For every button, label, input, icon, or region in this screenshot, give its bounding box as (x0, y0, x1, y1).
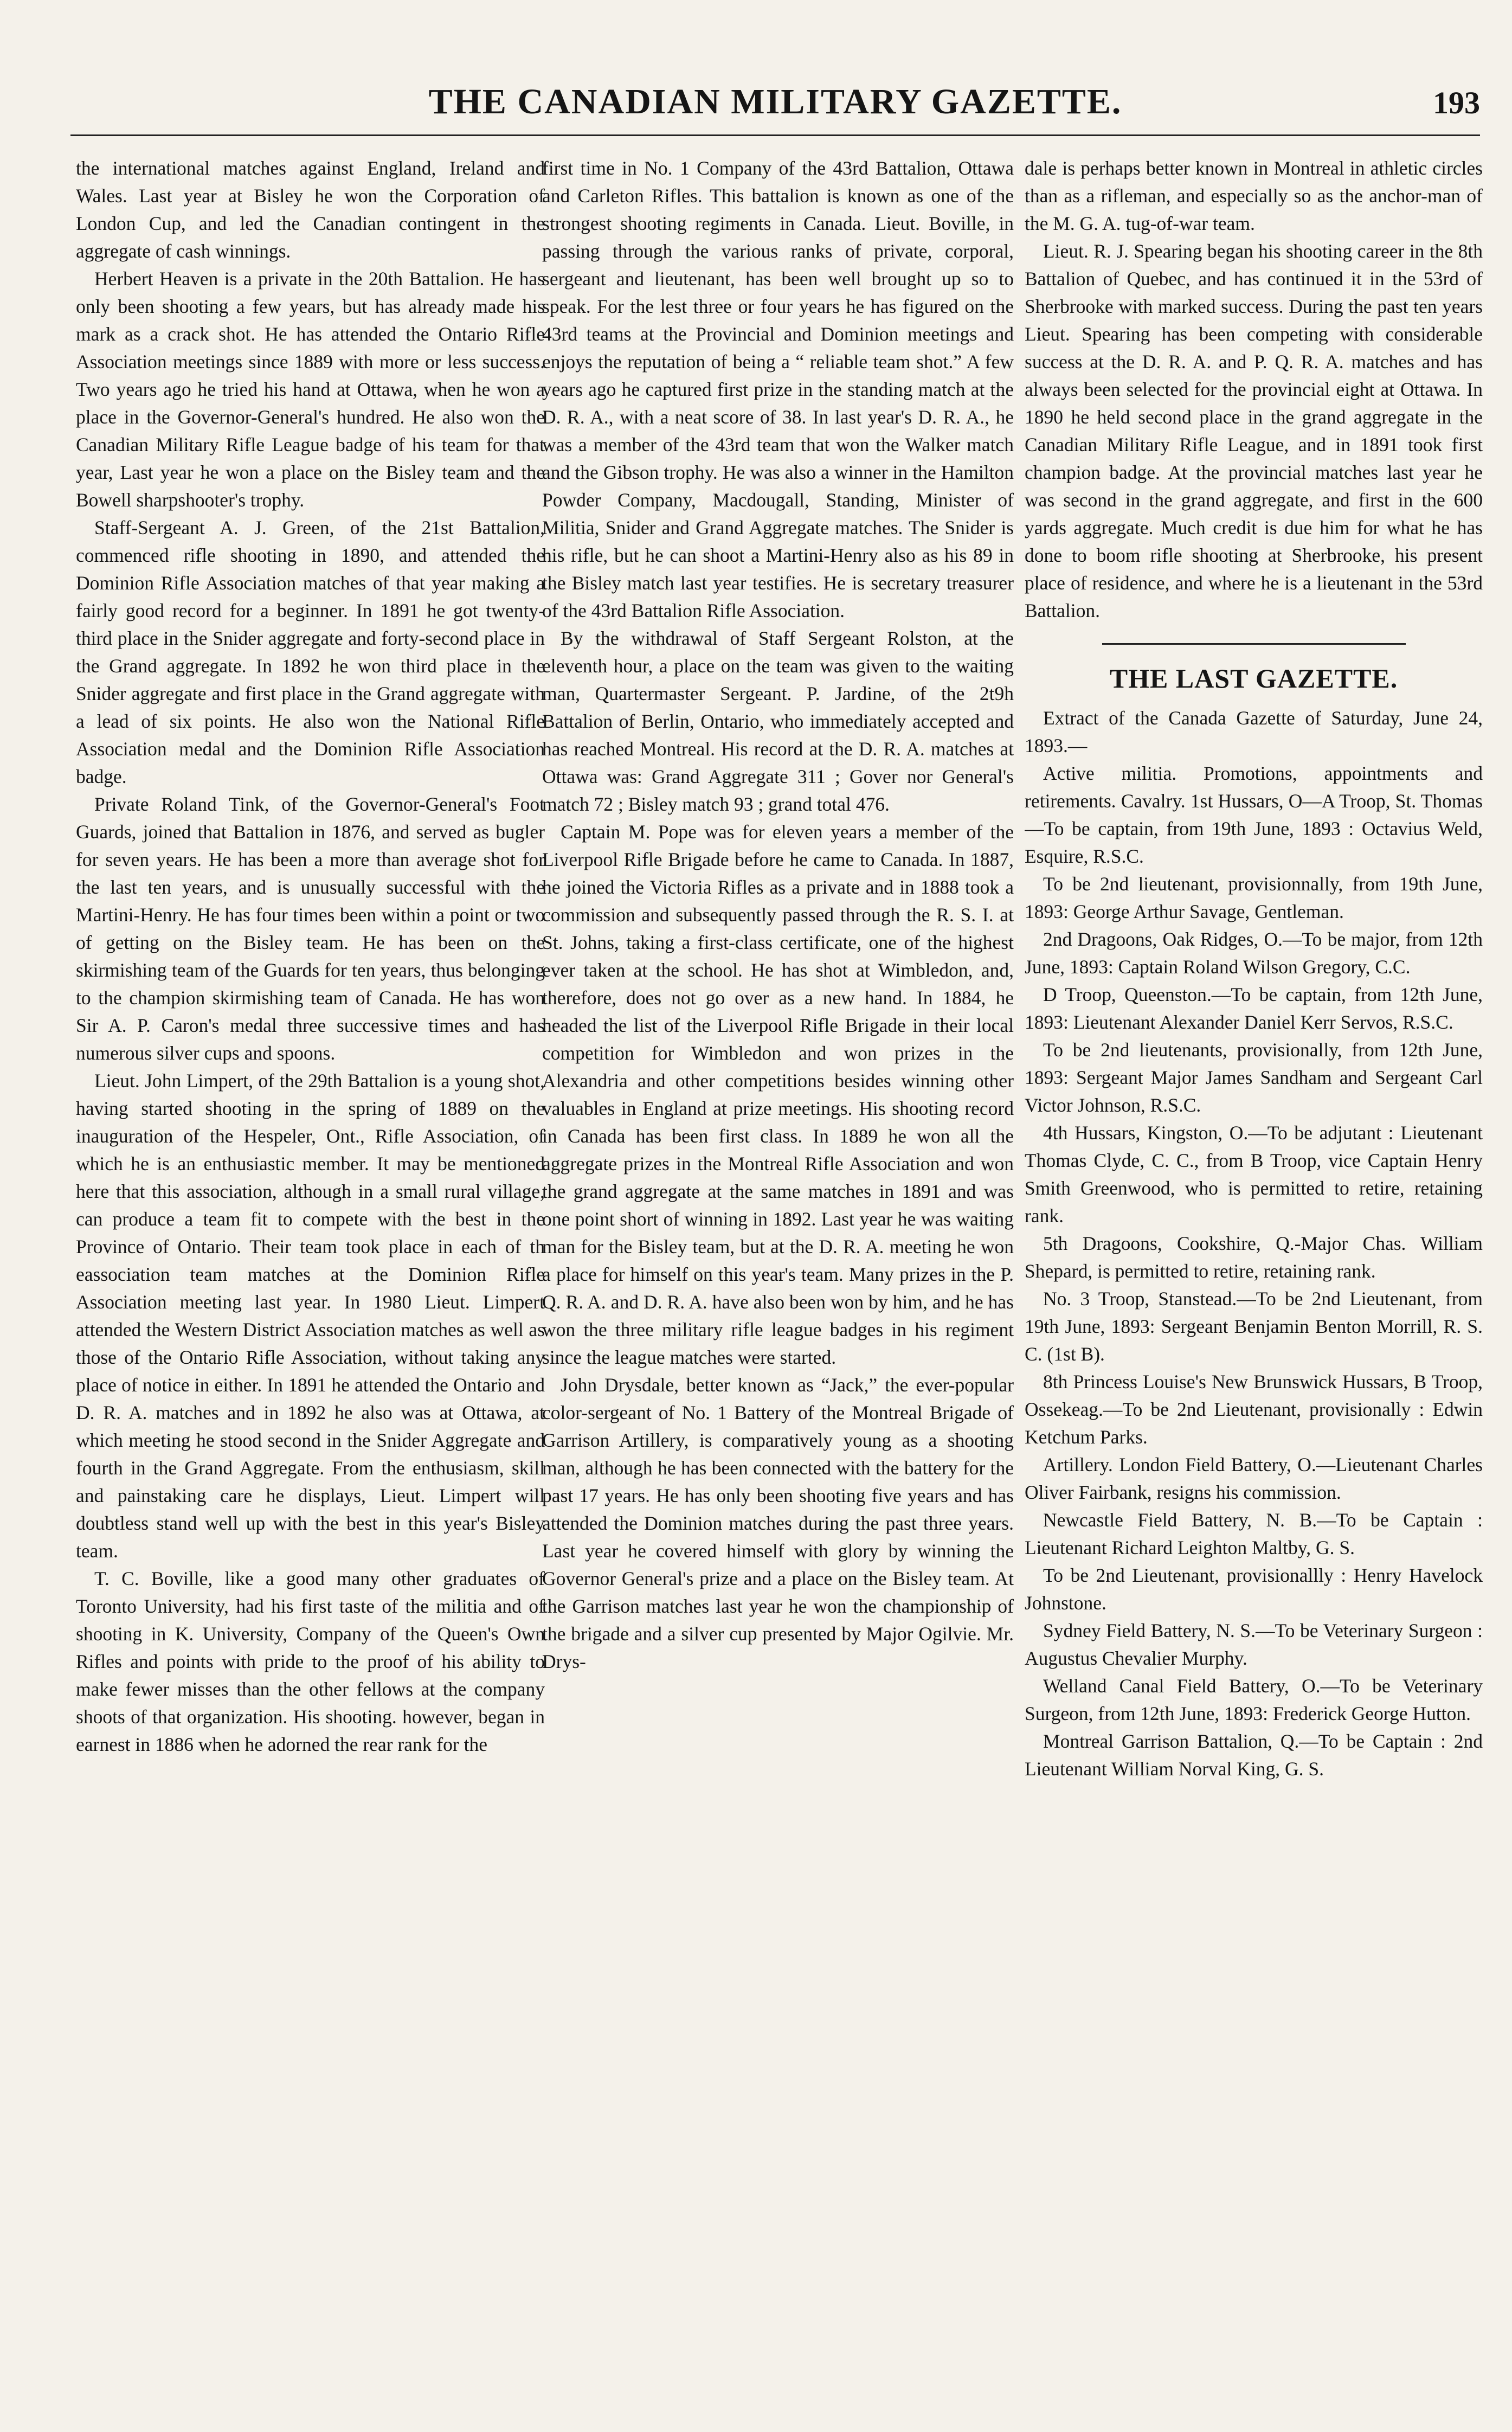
section-heading: THE LAST GAZETTE. (1109, 663, 1398, 694)
paragraph: Staff-Sergeant A. J. Green, of the 21st Battalion, commenced rifle shooting in 1890, and attended the Dominion Rifle Association matches of that year making a fairly good record for a beginner. In 1891 he got twenty-third place in the Snider aggregate and forty-second place in the Grand aggregate. In 1892 he won third place in the Snider aggregate and first place in the Grand aggregate with a lead of six points. He also won the National Rifle Association medal and the Dominion Rifle Association badge. (76, 517, 545, 787)
paragraph: the international matches against England, Ireland and Wales. Last year at Bisley he won the Corporation of London Cup, and led the Canadian contingent in the aggregate of cash winnings. (76, 157, 545, 262)
header-rule (70, 134, 1480, 136)
paragraph: Lieut. R. J. Spearing began his shooting career in the 8th Battalion of Quebec, and has continued it in the 53rd of Sherbrooke with marked success. During the past ten years Lieut. Spearing has been competing with considerable success at the D. R. A. and P. Q. R. A. matches and has always been selected for the provincial eight at Ottawa. In 1890 he held second place in the grand aggregate in the Canadian Military Rifle League, and in 1891 took first champion badge. At the provincial matches last year he was second in the grand aggregate, and first in the 600 yards aggregate. Much credit is due him for what he has done to boom rifle shooting at Sherbrooke, his present place of residence, and where he is a lieutenant in the 53rd Battalion. (1025, 240, 1483, 621)
paragraph: first time in No. 1 Company of the 43rd Battalion, Ottawa and Carleton Rifles. This battalion is known as one of the strongest shooting regiments in Canada. Lieut. Boville, in passing through the various ranks of private, corporal, sergeant and lieutenant, has been well brought up so to speak. For the lest three or four years he has figured on the 43rd teams at the Provincial and Dominion meetings and enjoys the reputation of being a “ reliable team shot.” A few years ago he captured first prize in the standing match at the D. R. A., with a neat score of 38. In last year's D. R. A., he was a member of the 43rd team that won the Walker match and the Gibson trophy. He was also a winner in the Hamilton Powder Company, Macdougall, Standing, Minister of Militia, Snider and Grand Aggregate matches. The Snider is his rifle, but he can shoot a Martini-Henry also as his 89 in the Bisley match last year testifies. He is secretary treasurer of the 43rd Battalion Rifle Association. (542, 157, 1014, 621)
gazette-entry: 8th Princess Louise's New Brunswick Hussars, B Troop, Ossekeag.—To be 2nd Lieutenant, provisionally : Edwin Ketchum Parks. (1025, 1371, 1483, 1448)
paragraph: Herbert Heaven is a private in the 20th Battalion. He has only been shooting a few years, but has already made his mark as a crack shot. He has attended the Ontario Rifle Association meetings since 1889 with more or less success. Two years ago he tried his hand at Ottawa, when he won a place in the Governor-General's hundred. He also won the Canadian Military Rifle League badge of his team for that year, Last year he won a place on the Bisley team and the Bowell sharpshooter's trophy. (76, 268, 545, 511)
gazette-entry: No. 3 Troop, Stanstead.—To be 2nd Lieutenant, from 19th June, 1893: Sergeant Benjamin Benton Morrill, R. S. C. (1st B). (1025, 1288, 1483, 1365)
masthead (70, 81, 1480, 136)
paragraph: Lieut. John Limpert, of the 29th Battalion is a young shot, having started shooting in the spring of 1889 on the inauguration of the Hespeler, Ont., Rifle Association, of which he is an enthusiastic member. It may be mentioned here that this association, although in a small rural village, can produce a team fit to compete with the best in the Province of Ontario. Their team took place in each of th eassociation team matches at the Dominion Rifle Association meeting last year. In 1980 Lieut. Limpert attended the Western District Association matches as well as those of the Ontario Rifle Association, without taking any place of notice in either. In 1891 he attended the Ontario and D. R. A. matches and in 1892 he also was at Ottawa, at which meeting he stood second in the Snider Aggregate and fourth in the Grand Aggregate. From the enthusiasm, skill and painstaking care he displays, Lieut. Limpert will doubtless stand well up with the best in this year's Bisley team. (76, 1070, 545, 1562)
gazette-entry: To be 2nd Lieutenant, provisionallly : Henry Havelock Johnstone. (1025, 1564, 1483, 1614)
newspaper-title: THE CANADIAN MILITARY GAZETTE. (428, 82, 1122, 121)
column-2 (542, 155, 1014, 2421)
column-1 (76, 155, 545, 2421)
paragraph: John Drysdale, better known as “Jack,” the ever-popular color-sergeant of No. 1 Battery of the Montreal Brigade of Garrison Artillery, is comparatively young as a shooting man, although he has been connected with the battery for the past 17 years. He has only been shooting five years and has attended the Dominion matches during the past three years. Last year he covered himself with glory by winning the Governor General's prize and a place on the Bisley team. At the Garrison matches last year he won the championship of the brigade and a silver cup presented by Major Ogilvie. Mr. Drys- (542, 1374, 1014, 1672)
gazette-entry: Sydney Field Battery, N. S.—To be Veterinary Surgeon : Augustus Chevalier Murphy. (1025, 1620, 1483, 1669)
paragraph: Captain M. Pope was for eleven years a member of the Liverpool Rifle Brigade before he came to Canada. In 1887, he joined the Victoria Rifles as a private and in 1888 took a commission and subsequently passed through the R. S. I. at St. Johns, taking a first-class certificate, one of the highest ever taken at the school. He has shot at Wimbledon, and, therefore, does not go over as a new hand. In 1884, he headed the list of the Liverpool Rifle Brigade in their local competition for Wimbledon and won prizes in the Alexandria and other competitions besides winning other valuables in England at prize meetings. His shooting record in Canada has been first class. In 1889 he won all the aggregate prizes in the Montreal Rifle Association and won the grand aggregate at the same matches in 1891 and was one point short of winning in 1892. Last year he was waiting man for the Bisley team, but at the D. R. A. meeting he won a place for himself on this year's team. Many prizes in the P. Q. R. A. and D. R. A. have also been won by him, and he has won the three military rifle league badges in his regiment since the league matches were started. (542, 821, 1014, 1368)
gazette-entry: 2nd Dragoons, Oak Ridges, O.—To be major, from 12th June, 1893: Captain Roland Wilson Gregory, C.C. (1025, 928, 1483, 978)
gazette-entry: To be 2nd lieutenants, provisionally, from 12th June, 1893: Sergeant Major James Sandham and Sergeant Carl Victor Johnson, R.S.C. (1025, 1039, 1483, 1116)
paragraph: Private Roland Tink, of the Governor-General's Foot Guards, joined that Battalion in 1876, and served as bugler for seven years. He has been a more than average shot for the last ten years, and is unusually successful with the Martini-Henry. He has four times been within a point or two of getting on the Bisley team. He has been on the skirmishing team of the Guards for ten years, thus belonging to the champion skirmishing team of Canada. He has won Sir A. P. Caron's medal three successive times and has numerous silver cups and spoons. (76, 793, 545, 1064)
paragraph: dale is perhaps better known in Montreal in athletic circles than as a rifleman, and especially so as the anchor-man of the M. G. A. tug-of-war team. (1025, 157, 1483, 234)
gazette-entry: 5th Dragoons, Cookshire, Q.-Major Chas. William Shepard, is permitted to retire, retaining rank. (1025, 1233, 1483, 1282)
gazette-entry: To be 2nd lieutenant, provisionnally, from 19th June, 1893: George Arthur Savage, Gentleman. (1025, 873, 1483, 922)
section-divider (1102, 643, 1406, 645)
paragraph: By the withdrawal of Staff Sergeant Rolston, at the eleventh hour, a place on the team was given to the waiting man, Quartermaster Sergeant. P. Jardine, of the 2t9h Battalion of Berlin, Ontario, who immediately accepted and has reached Montreal. His record at the D. R. A. matches at Ottawa was: Grand Aggregate 311 ; Gover nor General's match 72 ; Bisley match 93 ; grand total 476. (542, 627, 1014, 815)
gazette-entry: Artillery. London Field Battery, O.—Lieutenant Charles Oliver Fairbank, resigns his commission. (1025, 1454, 1483, 1503)
gazette-entry: Welland Canal Field Battery, O.—To be Veterinary Surgeon, from 12th June, 1893: Frederick George Hutton. (1025, 1675, 1483, 1724)
gazette-entry: D Troop, Queenston.—To be captain, from 12th June, 1893: Lieutenant Alexander Daniel Kerr Servos, R.S.C. (1025, 984, 1483, 1033)
gazette-entry: Extract of the Canada Gazette of Saturday, June 24, 1893.— (1025, 707, 1483, 756)
page-number: 193 (1433, 85, 1480, 120)
gazette-entry: Montreal Garrison Battalion, Q.—To be Captain : 2nd Lieutenant William Norval King, G. S. (1025, 1730, 1483, 1780)
gazette-entry: Active militia. Promotions, appointments and retirements. Cavalry. 1st Hussars, O—A Troop, St. Thomas—To be captain, from 19th June, 1893 : Octavius Weld, Esquire, R.S.C. (1025, 762, 1483, 867)
gazette-entry: 4th Hussars, Kingston, O.—To be adjutant : Lieutenant Thomas Clyde, C. C., from B Troop, vice Captain Henry Smith Greenwood, who is permitted to retire, retaining rank. (1025, 1122, 1483, 1227)
gazette-entry: Newcastle Field Battery, N. B.—To be Captain : Lieutenant Richard Leighton Maltby, G. S. (1025, 1509, 1483, 1558)
column-3 (1025, 155, 1483, 2421)
paragraph: T. C. Boville, like a good many other graduates of Toronto University, had his first taste of the militia and of shooting in K. University, Company of the Queen's Own Rifles and points with pride to the proof of his ability to make fewer misses than the other fellows at the company shoots of that organization. His shooting. however, began in earnest in 1886 when he adorned the rear rank for the (76, 1568, 545, 1755)
